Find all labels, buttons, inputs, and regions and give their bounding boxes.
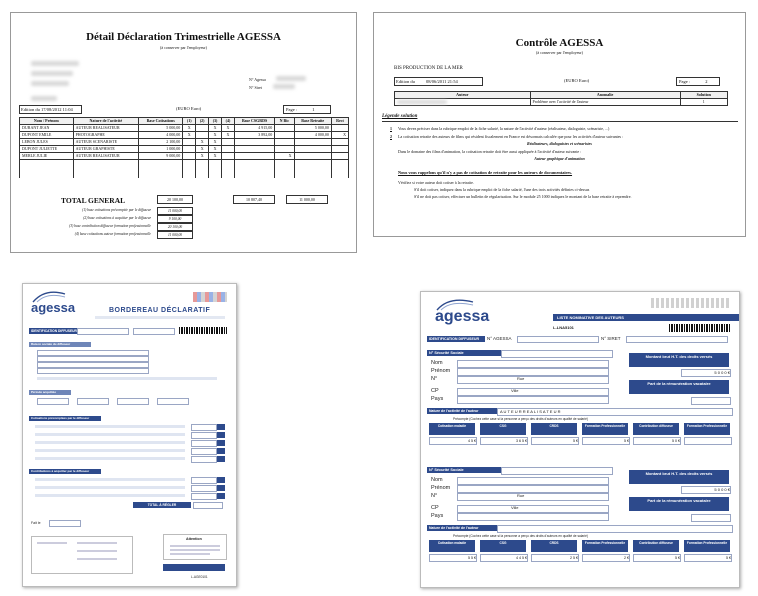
form-row-label — [35, 494, 185, 497]
table-cell: AUTEUR SCENARISTE — [73, 139, 139, 146]
redacted-address — [31, 81, 69, 86]
table-cell: MERLE JULIE — [20, 153, 74, 160]
legend-line-7: Vérifiez si votre auteur doit cotiser à la retraite. — [398, 180, 474, 185]
table-cell — [222, 153, 235, 160]
section-identification: IDENTIFICATION DIFFUSEUR — [31, 329, 77, 333]
form-row-label — [35, 441, 185, 444]
redacted-agessa-number — [276, 76, 306, 81]
agessa-number-field[interactable] — [77, 328, 129, 335]
table-header-cell: (3) — [209, 118, 222, 125]
part-field[interactable] — [691, 514, 731, 522]
montant-field[interactable]: 5 0 0 0 € — [681, 369, 731, 377]
form-title: BORDEREAU DÉCLARATIF — [109, 307, 211, 314]
table-cell — [331, 146, 348, 153]
montant-field[interactable]: 5 0 0 0 € — [681, 486, 731, 494]
cp-label: CP — [431, 388, 439, 394]
table-cell: DUPONT EMILE — [20, 132, 74, 139]
partner-logos — [651, 298, 731, 308]
period-field-1[interactable] — [37, 398, 69, 405]
montant-label-bar: Montant brut H.T. des droits versés — [629, 470, 729, 484]
form-row-label — [35, 486, 185, 489]
table-cell — [294, 146, 331, 153]
pays-label: Pays — [431, 513, 444, 519]
table-cell — [183, 146, 196, 153]
nom-label: Nom — [431, 360, 443, 366]
table-cell: X — [209, 139, 222, 146]
table-cell — [222, 146, 235, 153]
table-cell — [234, 153, 274, 160]
form-row-label — [35, 449, 185, 452]
subtotal-label: (3) base contribution diffuseur formation professionnelle — [69, 224, 151, 228]
form-row-label — [35, 433, 185, 436]
total-label: TOTAL GENERAL — [61, 196, 126, 205]
page-label: Page : — [286, 107, 298, 112]
agessa-label: N° AGESSA — [487, 336, 512, 341]
cp-label: CP — [431, 505, 439, 511]
subtotal-label: (4) base cotisations auteur formation professionnelle — [74, 232, 151, 236]
table-cell: X — [183, 132, 196, 139]
pays-label: Pays — [431, 396, 444, 402]
table-header-cell: (1) — [183, 118, 196, 125]
contribution-value-field[interactable]: 5 € — [633, 554, 681, 562]
solution-cell: 1 — [680, 99, 727, 106]
table-cell: 4 000,00 — [139, 132, 183, 139]
contribution-value-field[interactable]: 5 € — [531, 437, 579, 445]
anomaly-cell: Problème avec l'activité de l'auteur — [530, 99, 680, 106]
agessa-number-label: N° Agessa — [249, 77, 266, 82]
table-cell — [196, 125, 209, 132]
part-remuneration-bar: Part de la rémunération vacataire — [629, 380, 729, 394]
legend-line-5: Auteur graphique d'animation — [534, 156, 585, 161]
declaration-detail-document — [10, 12, 357, 253]
edition-date-box — [19, 105, 82, 114]
anomaly-table — [394, 91, 728, 106]
siret-number-field[interactable] — [133, 328, 175, 335]
document-title: Contrôle AGESSA — [515, 37, 604, 49]
legend-line-1: Vous devez préciser dans la rubrique emploi de la fiche salarié, la nature de l'activité d'auteur (réalisateur, dialoguiste, scénariste, ...) — [398, 126, 610, 131]
contribution-value-field[interactable]: 2 € — [582, 554, 630, 562]
amount-field[interactable] — [191, 456, 217, 463]
table-row — [20, 172, 349, 178]
edition-date-box — [394, 77, 483, 86]
header-anomaly: Anomalie — [530, 92, 680, 99]
table-cell — [234, 139, 274, 146]
euro-tag — [217, 485, 225, 491]
table-header-cell: Nom / Prénom — [20, 118, 74, 125]
barcode-image — [669, 324, 731, 332]
document-title: Détail Déclaration Trimestrielle AGESSA — [86, 31, 281, 43]
document-subtitle: (à conserver par l'employeur) — [159, 45, 208, 50]
table-cell — [294, 139, 331, 146]
form-row-label — [35, 478, 185, 481]
table-cell: X — [209, 125, 222, 132]
subtotal-value: 11 000,00 — [157, 207, 193, 215]
table-row — [20, 146, 349, 153]
amount-field[interactable] — [191, 485, 217, 492]
contribution-column-header: Formation Professionnelle — [582, 540, 628, 552]
table-cell — [331, 153, 348, 160]
num-field[interactable] — [457, 493, 609, 501]
table-cell: X — [209, 153, 222, 160]
table-cell — [275, 139, 294, 146]
siret-number-label: N° Siret — [249, 85, 263, 90]
siret-label: N° SIRET — [601, 336, 621, 341]
section-raison-sociale: Raison sociale du diffuseur — [29, 342, 91, 347]
agessa-logo: agessa — [435, 308, 490, 325]
nature-activity-bar: Nature de l'activité de l'auteur — [427, 408, 497, 414]
contribution-value-field[interactable]: 5 5 € — [429, 554, 477, 562]
contribution-value-field[interactable]: 5 0 € — [633, 437, 681, 445]
table-cell: X — [183, 125, 196, 132]
total-csg: 10 807,40 — [233, 195, 275, 204]
agessa-number-field[interactable] — [517, 336, 599, 343]
header-author: Auteur — [395, 92, 531, 99]
subtotal-value: 9 100,00 — [157, 215, 193, 223]
subtotal-label: (2) base cotisations à acquitter par le diffuseur — [83, 216, 151, 220]
agessa-logo: agessa — [31, 300, 76, 315]
contribution-column-header: Cotisation maladie — [429, 423, 475, 435]
legend-line-2: La cotisation retraite des auteurs de films qui résident fiscalement en France est désormais calculée que pour les activités d'auteur suivantes : — [398, 134, 624, 139]
total-base: 20 100,00 — [157, 195, 193, 204]
redacted-siret-number — [273, 84, 295, 89]
contribution-value-field[interactable]: 5 € — [684, 554, 732, 562]
table-header-cell: Base Cotisations — [139, 118, 183, 125]
siret-number-field[interactable] — [626, 336, 728, 343]
contribution-column-header: Formation Professionnelle — [684, 423, 730, 435]
contribution-value-field[interactable] — [684, 437, 732, 445]
attention-label: Attention — [186, 537, 202, 541]
contribution-column-header: Formation Professionnelle — [582, 423, 628, 435]
table-cell — [294, 153, 331, 160]
table-cell: 3 892,00 — [234, 132, 274, 139]
legend-title: Légende solution — [382, 114, 418, 119]
table-cell: X — [222, 132, 235, 139]
euro-tag — [217, 493, 225, 499]
table-row — [20, 132, 349, 139]
part-field[interactable] — [691, 397, 731, 405]
total-retraite: 11 000,00 — [286, 195, 328, 204]
contribution-value-field[interactable]: 5 € — [582, 437, 630, 445]
secu-number-bar: N° Sécurité Sociale — [427, 350, 501, 356]
contribution-column-header: Contribution diffuseur — [633, 423, 679, 435]
precompte-label: Précompte (Cochez cette case si la personne a perçu des droits d'auteurs en qualité de salarié) — [453, 534, 588, 538]
table-header-cell: (4) — [222, 118, 235, 125]
contribution-column-header: CSG — [480, 540, 526, 552]
street-label: Rue — [517, 376, 525, 381]
currency-label: (EURO Euro) — [564, 78, 590, 83]
nom-field[interactable] — [457, 477, 609, 485]
contribution-column-header: Cotisation maladie — [429, 540, 475, 552]
euro-tag — [217, 432, 225, 438]
form-code: L-LNA5101 — [553, 325, 574, 330]
amount-field[interactable] — [191, 448, 217, 455]
edition-value: 17/08/2012 11:04 — [41, 107, 73, 112]
subtotal-label: (1) base cotisations précomptée par le diffuseur — [82, 208, 151, 212]
contribution-value-field[interactable]: 2 5 € — [531, 554, 579, 562]
table-cell — [275, 125, 294, 132]
table-cell: 2 100,00 — [139, 139, 183, 146]
table-header-cell: Base Retraite — [294, 118, 331, 125]
period-field-4[interactable] — [157, 398, 189, 405]
num-label: N° — [431, 493, 438, 499]
part-remuneration-bar: Part de la rémunération vacataire — [629, 497, 729, 511]
liste-nominative-form — [420, 291, 740, 588]
contribution-column-header: CRDS — [531, 423, 577, 435]
cp-field[interactable] — [457, 388, 609, 396]
prenom-field[interactable] — [457, 485, 609, 493]
contribution-value-field[interactable]: 4 4 5 € — [480, 554, 528, 562]
table-cell: AUTEUR REALISATEUR — [73, 153, 139, 160]
table-header-cell: (2) — [196, 118, 209, 125]
table-cell: X — [196, 146, 209, 153]
page-label: Page : — [679, 79, 691, 84]
table-cell: X — [275, 153, 294, 160]
legend-line-8: S'il doit cotiser, indiquez dans la rubrique emploi de la fiche salarié, l'une des trois activités définies ci-dessus — [414, 187, 590, 192]
table-cell — [331, 125, 348, 132]
table-cell — [234, 146, 274, 153]
nature-activity-field[interactable] — [497, 525, 733, 533]
company-name: BIS PRODUCTION DE LA MER — [394, 66, 463, 71]
declaration-table — [19, 117, 349, 178]
precompte-label: Précompte (Cochez cette case si la personne a perçu des droits d'auteurs en qualité de salarié) — [453, 417, 588, 421]
date-label: Fait le — [31, 521, 41, 525]
table-cell: X — [222, 125, 235, 132]
barcode-image — [179, 327, 227, 334]
num-label: N° — [431, 376, 438, 382]
subtotal-value: 20 100,00 — [157, 223, 193, 231]
city-label: Ville — [511, 388, 519, 393]
table-cell: X — [209, 146, 222, 153]
table-row — [20, 139, 349, 146]
footer-bar — [163, 564, 225, 571]
currency-label: (EURO Euro) — [176, 106, 202, 111]
nature-activity-field[interactable]: A U T E U R R E A L I S A T E U R — [497, 408, 733, 416]
form-code: L-AGE0101 — [191, 575, 208, 579]
amount-field[interactable] — [191, 493, 217, 500]
contribution-column-header: CRDS — [531, 540, 577, 552]
street-label: Rue — [517, 493, 525, 498]
form-row-label — [35, 457, 185, 460]
attention-box — [163, 534, 227, 560]
period-field-3[interactable] — [117, 398, 149, 405]
table-cell: 5 000,00 — [139, 125, 183, 132]
nom-label: Nom — [431, 477, 443, 483]
subtotal-value: 11 000,00 — [157, 231, 193, 239]
period-field-2[interactable] — [77, 398, 109, 405]
euro-tag — [217, 424, 225, 430]
table-cell — [331, 139, 348, 146]
table-cell: 4 000,00 — [294, 132, 331, 139]
table-cell: AUTEUR GRAPHISTE — [73, 146, 139, 153]
amount-field[interactable] — [191, 440, 217, 447]
table-header-cell: Nature de l'activité — [73, 118, 139, 125]
page-value: 1 — [312, 107, 315, 112]
total-to-pay-bar: TOTAL À RÉGLER — [133, 502, 191, 508]
table-header-cell: Base CSGRDS — [234, 118, 274, 125]
page-box — [676, 77, 720, 86]
header-solution: Solution — [680, 92, 727, 99]
contribution-value-field[interactable]: 4 5 € — [429, 437, 477, 445]
redacted-address — [31, 71, 73, 76]
table-cell: 4 915,00 — [234, 125, 274, 132]
section-identification: IDENTIFICATION DIFFUSEUR — [427, 336, 485, 342]
city-field[interactable] — [37, 368, 149, 374]
list-header-bar: LISTE NOMINATIVE DES AUTEURS — [553, 314, 739, 321]
pays-field[interactable] — [457, 513, 609, 521]
table-cell: X — [331, 132, 348, 139]
redacted-city — [31, 96, 57, 101]
nom-field[interactable] — [457, 360, 609, 368]
agessa-control-document: Contrôle AGESSA (à conserver par l'employeur) BIS PRODUCTION DE LA MER Edition du 08/06/2011 21:54 (EURO Euro) Page : 2 Auteur Anomalie Solution Problème avec l'activité de l'auteur 1 Légende solution 1 Vous devez préciser dans la rubrique emploi de la fiche salarié, la nature de l'activité d'auteur (réalisateur, dialoguiste, scénariste, ...) 2 La cotisation retraite des auteurs de films qui résident fiscalement en France est désormais calculée que pour les activités d'auteur suivantes : Réalisateurs, dialoguistes et scénaristes Dans le domaine des films d'animation, la cotisation retraite doit être aussi appliquée à l'activité d'auteur suivante : Auteur graphique d'animation Nous vous rappelons qu'il n'y a pas de cotisation de retraite pour les auteurs de documentaires. Vérifiez si votre auteur doit cotiser à la retraite. S'il doit cotiser, indiquez dans la rubrique emploi de la fiche salarié, l'une des trois activités définies ci-dessus S'il ne doit pas cotiser, effectuer un bulletin de régularisation. Sur le module 25 1000 indiquez le montant de la base retraite à reprendre. — [373, 12, 746, 237]
table-cell — [196, 132, 209, 139]
legend-line-4: Dans le domaine des films d'animation, la cotisation retraite doit être aussi appliquée à l'activité d'auteur suivante : — [398, 149, 582, 154]
table-cell — [275, 132, 294, 139]
contribution-value-field[interactable]: 3 6 5 € — [480, 437, 528, 445]
euro-tag — [217, 440, 225, 446]
table-cell: DUPONT JULIETTE — [20, 146, 74, 153]
prenom-label: Prénom — [431, 485, 451, 491]
table-cell: DURANT JEAN — [20, 125, 74, 132]
cp-field[interactable] — [457, 505, 609, 513]
form-row-label — [35, 425, 185, 428]
bordereau-declaratif-form — [22, 283, 237, 587]
legend-line-3: Réalisateurs, dialoguistes et scénaristes — [527, 141, 592, 146]
table-cell — [183, 153, 196, 160]
pays-field[interactable] — [457, 396, 609, 404]
euro-tag — [217, 477, 225, 483]
table-row — [20, 125, 349, 132]
montant-label-bar: Montant brut H.T. des droits versés — [629, 353, 729, 367]
table-cell: X — [196, 139, 209, 146]
contribution-column-header: CSG — [480, 423, 526, 435]
total-field[interactable] — [193, 502, 223, 509]
table-header-cell: N Bic — [275, 118, 294, 125]
table-row — [20, 153, 349, 160]
euro-tag — [217, 456, 225, 462]
redacted-company — [31, 61, 79, 66]
table-cell — [222, 139, 235, 146]
section-periode: Période acquittée — [29, 390, 71, 395]
document-subtitle: (à conserver par l'employeur) — [535, 50, 584, 55]
table-cell — [275, 146, 294, 153]
amount-field[interactable] — [191, 424, 217, 431]
page-value: 2 — [705, 79, 708, 84]
table-cell: 9 000,00 — [139, 153, 183, 160]
amount-field[interactable] — [191, 432, 217, 439]
prenom-label: Prénom — [431, 368, 451, 374]
num-field[interactable] — [457, 376, 609, 384]
euro-tag — [217, 448, 225, 454]
secu-number-bar: N° Sécurité Sociale — [427, 467, 501, 473]
table-cell: AUTEUR REALISATEUR — [73, 125, 139, 132]
table-cell: 5 000,00 — [294, 125, 331, 132]
nature-activity-bar: Nature de l'activité de l'auteur — [427, 525, 497, 531]
table-cell: LEBON JULES — [20, 139, 74, 146]
page-box — [283, 105, 331, 114]
legend-line-9: S'il ne doit pas cotiser, effectuer un bulletin de régularisation. Sur le module 25 1000 indiquez le montant de la base retraite à reprendre. — [414, 194, 632, 199]
secu-number-field[interactable] — [501, 350, 613, 358]
table-header-cell: Rect — [331, 118, 348, 125]
edition-value: 08/06/2011 21:54 — [426, 79, 458, 84]
contribution-column-header: Formation Professionnelle — [684, 540, 730, 552]
secu-number-field[interactable] — [501, 467, 613, 475]
date-field[interactable] — [49, 520, 81, 527]
table-cell — [183, 139, 196, 146]
table-cell: X — [196, 153, 209, 160]
partner-logos — [193, 292, 227, 302]
section-cotisations-precomptees: Cotisations précomptées par le diffuseur — [29, 416, 101, 421]
prenom-field[interactable] — [457, 368, 609, 376]
amount-field[interactable] — [191, 477, 217, 484]
section-contributions: Contributions à acquitter par le diffuseur — [29, 469, 101, 474]
author-cell — [395, 99, 531, 106]
table-cell: X — [209, 132, 222, 139]
table-cell: PHOTOGRAPHE — [73, 132, 139, 139]
table-cell: 1 000,00 — [139, 146, 183, 153]
contribution-column-header: Contribution diffuseur — [633, 540, 679, 552]
edition-label: Edition du — [21, 107, 40, 112]
legend-line-6: Nous vous rappelons qu'il n'y a pas de cotisation de retraite pour les auteurs de documentaires. — [398, 170, 573, 175]
city-label: Ville — [511, 505, 519, 510]
edition-label: Edition du — [396, 79, 415, 84]
